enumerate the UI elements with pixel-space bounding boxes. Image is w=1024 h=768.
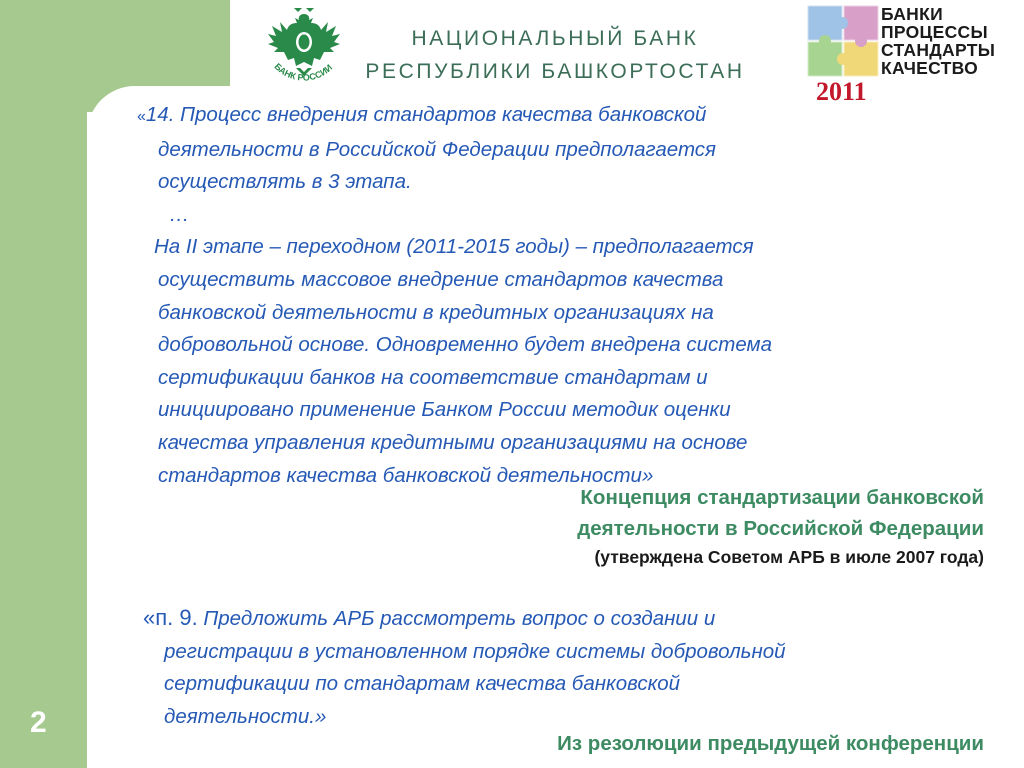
source-note: (утверждена Советом АРБ в июле 2007 года) [594,547,984,567]
quote-line: качества управления кредитными организациями на основе [158,430,748,454]
open-quote-mark: « [137,108,146,125]
logo-text-block [881,5,1021,77]
quote-line: регистрации в установленном порядке системы добровольной [164,639,786,663]
emblem-caption: БАНК РОССИИ [272,61,335,83]
logo-text-line-2: ПРОЦЕССЫ [881,22,988,42]
quote-line: инициировано применение Банком России методик оценки [158,398,731,422]
puzzle-logo-icon [806,4,882,102]
quote-line: сертификации по стандартам качества банковской [164,672,681,696]
bank-title-line-1: НАЦИОНАЛЬНЫЙ БАНК [411,27,699,50]
page-number: 2 [30,706,47,739]
quote-line [137,99,1017,134]
bank-title [350,22,760,88]
source-concept [577,482,984,570]
logo-text-line-4: КАЧЕСТВО [881,58,979,78]
open-quote-mark: «п. 9. [143,605,198,630]
close-quote-mark: » [641,463,654,487]
quote-line: сертификации банков на соответствие стандартам и [158,365,708,389]
quote-line: осуществлять в 3 этапа. [158,170,412,194]
quote-concept [137,99,1017,492]
item-number: 14. [145,103,175,126]
logo-year: 2011 [816,77,867,102]
quote-text: Предложить АРБ рассмотреть вопрос о создании и [197,607,716,630]
quote-text: Процесс внедрения стандартов качества банковской [174,103,707,126]
conference-logo [806,4,1020,102]
logo-text-line-3: СТАНДАРТЫ [881,40,996,60]
quote-line: банковской деятельности в кредитных организациях на [158,300,714,324]
logo-text-line-1: БАНКИ [881,4,943,24]
quote-line: добровольной основе. Одновременно будет внедрена система [158,333,772,357]
quote-text: деятельности. [164,704,315,728]
quote-line: На II этапе – переходном (2011-2015 годы) – предполагается [154,235,754,259]
bank-of-russia-emblem-icon [258,4,350,96]
side-background-band [0,0,87,768]
bank-title-line-2: РЕСПУБЛИКИ БАШКОРТОСТАН [365,60,745,83]
quote-line [143,602,1003,636]
quote-text: стандартов качества банковской деятельности [158,463,642,487]
close-quote-mark: » [314,704,327,728]
quote-resolution [143,602,1003,733]
source-title-line-1: Концепция стандартизации банковской [580,486,984,509]
quote-ellipsis: … [169,202,190,226]
quote-line: осуществить массовое внедрение стандартов качества [158,267,724,291]
source-title-line-2: деятельности в Российской Федерации [577,517,984,540]
quote-line [143,701,1003,734]
quote-line: деятельности в Российской Федерации предполагается [158,137,716,161]
source-resolution: Из резолюции предыдущей конференции [557,732,984,755]
